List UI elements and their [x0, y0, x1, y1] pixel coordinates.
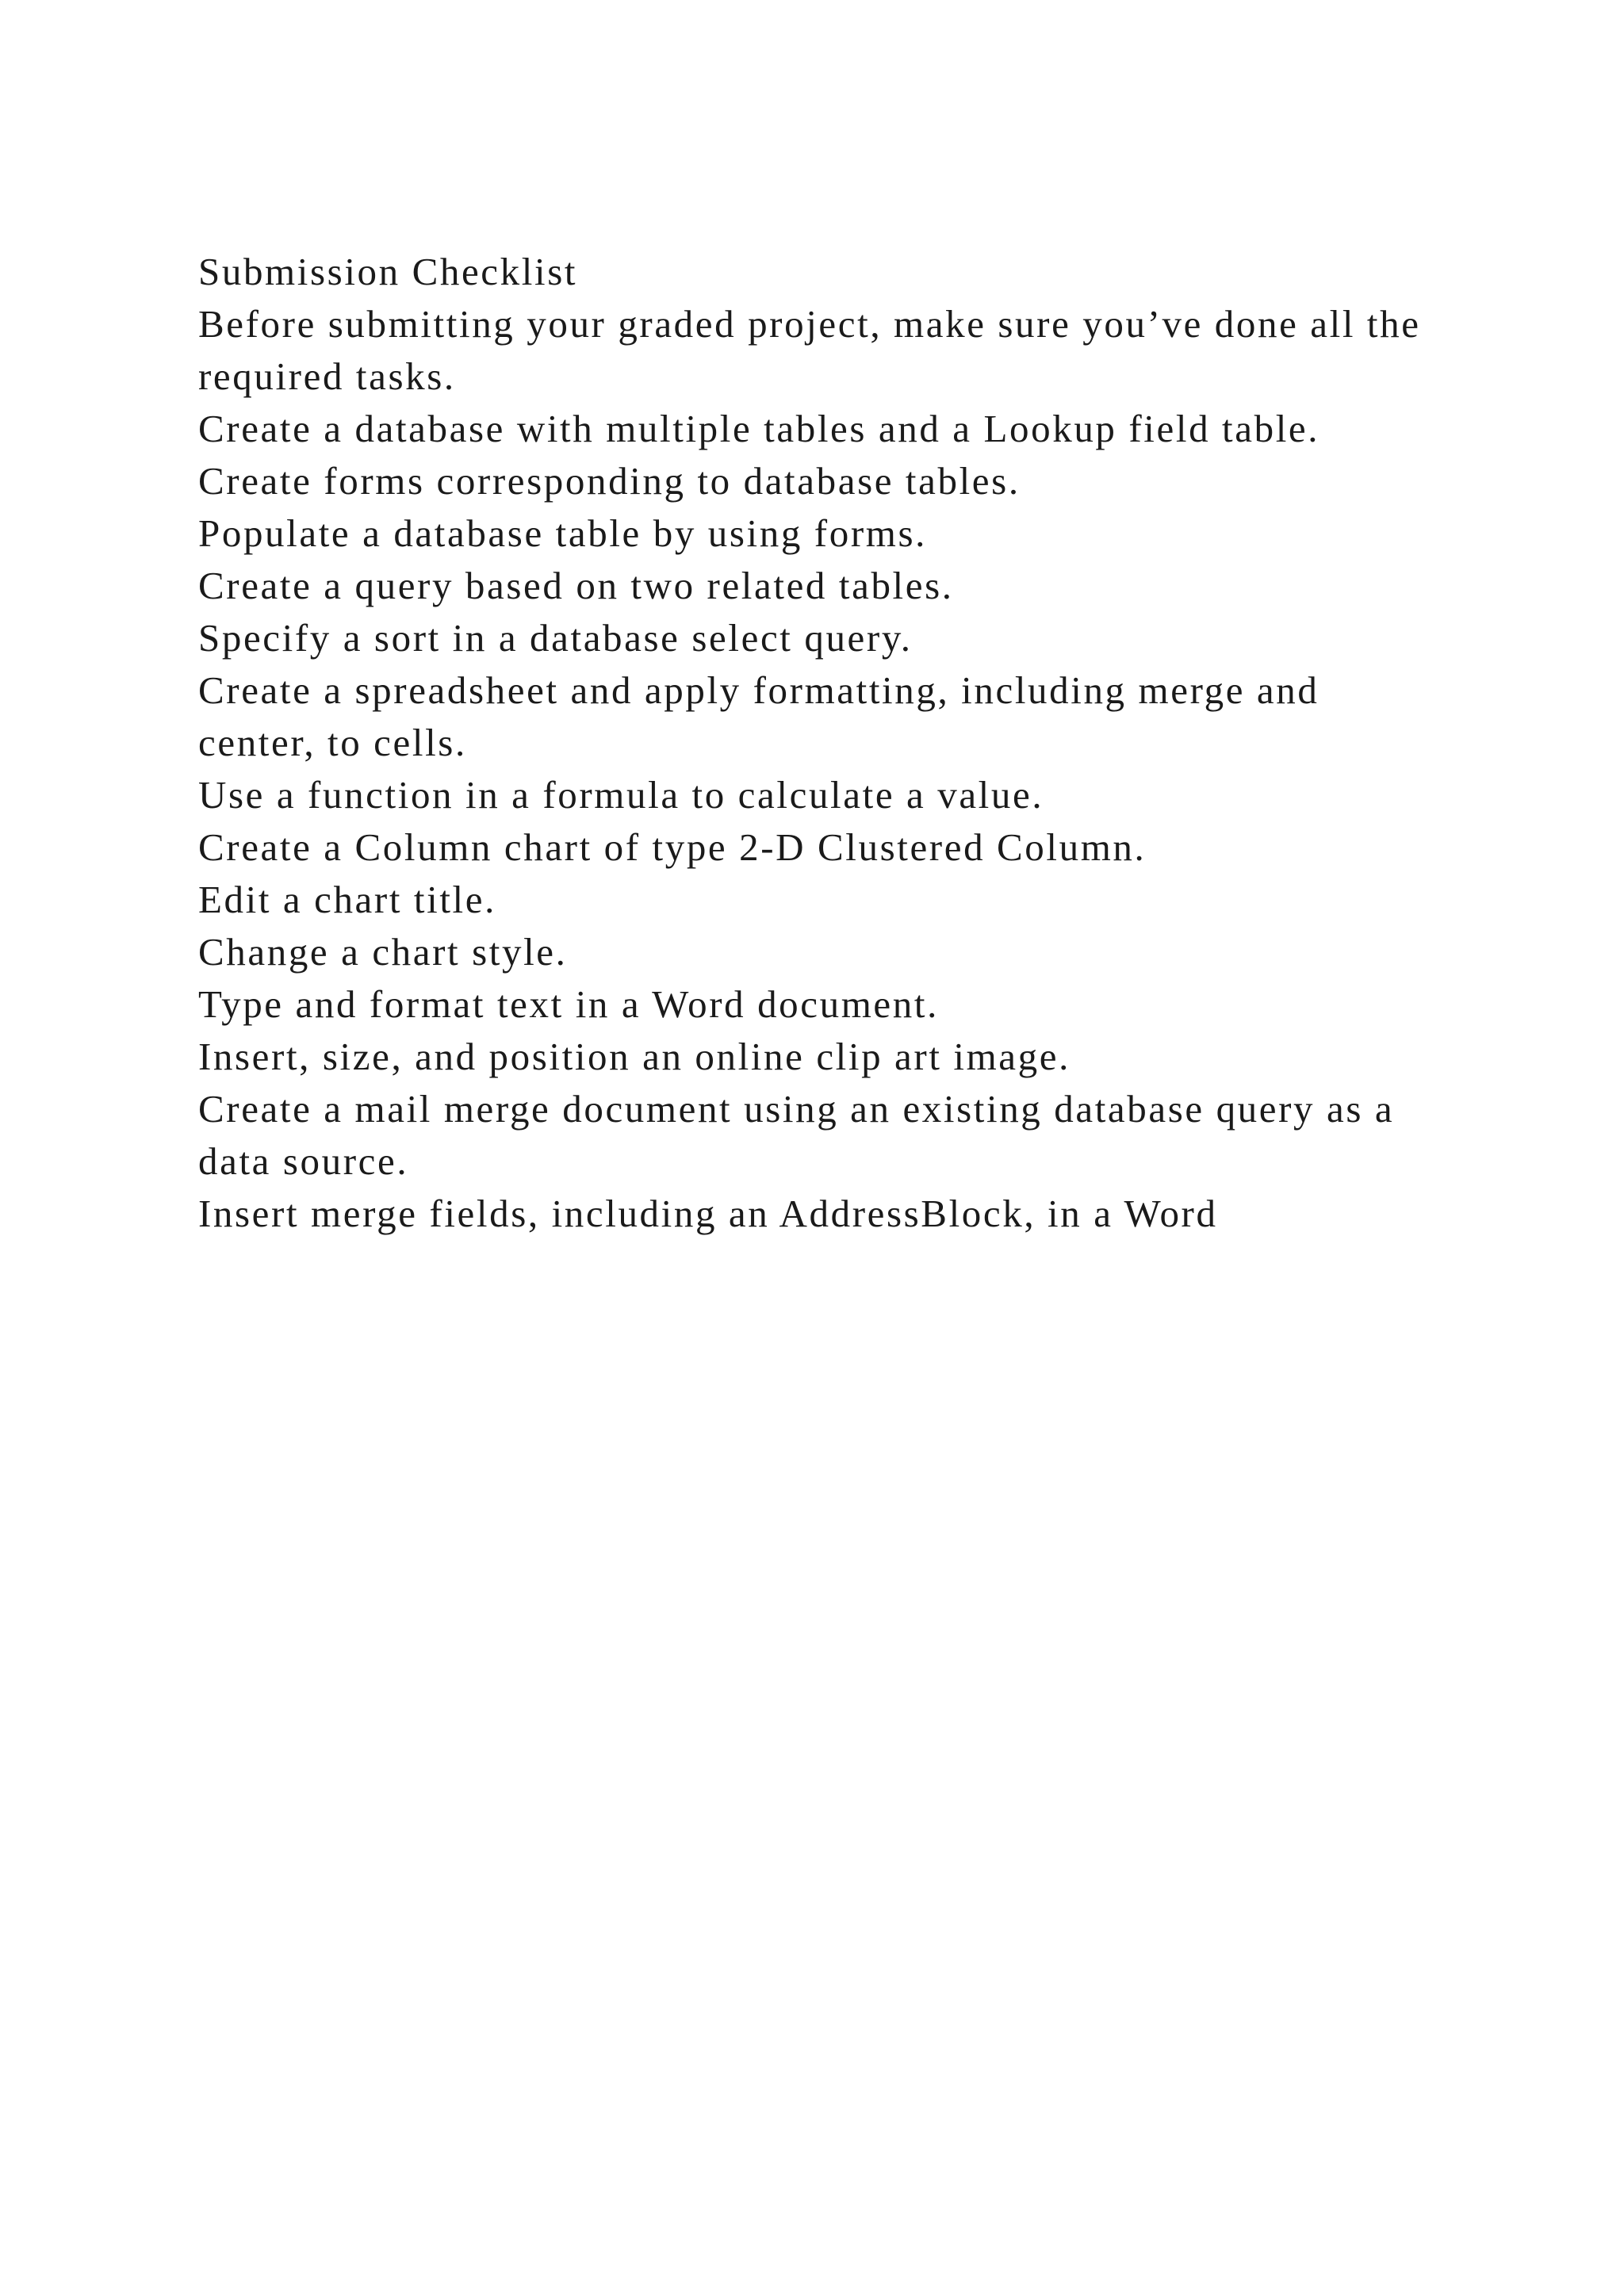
- checklist: [198, 403, 1435, 1240]
- checklist-item: Change a chart style.: [198, 930, 568, 974]
- checklist-item: Specify a sort in a database select query.: [198, 616, 913, 660]
- document-title: Submission Checklist: [198, 250, 578, 293]
- checklist-item: Create a spreadsheet and apply formatting, including merge and center, to cells.: [198, 668, 1320, 764]
- checklist-item: Create a query based on two related tables.: [198, 564, 954, 607]
- checklist-item: Create a database with multiple tables and a Lookup field table.: [198, 407, 1320, 450]
- checklist-item: Type and format text in a Word document.: [198, 982, 939, 1026]
- document-body: [198, 246, 1435, 1240]
- checklist-item: Insert merge fields, including an AddressBlock, in a Word: [198, 1192, 1218, 1235]
- intro-paragraph: Before submitting your graded project, make sure you’ve done all the required tasks.: [198, 302, 1421, 398]
- checklist-item: Create a mail merge document using an existing database query as a data source.: [198, 1087, 1395, 1183]
- checklist-item: Create a Column chart of type 2-D Clustered Column.: [198, 825, 1147, 869]
- checklist-item: Insert, size, and position an online clip art image.: [198, 1035, 1071, 1078]
- checklist-item: Edit a chart title.: [198, 878, 496, 921]
- checklist-item: Use a function in a formula to calculate a value.: [198, 773, 1044, 817]
- checklist-item: Create forms corresponding to database tables.: [198, 459, 1021, 503]
- checklist-item: Populate a database table by using forms.: [198, 511, 927, 555]
